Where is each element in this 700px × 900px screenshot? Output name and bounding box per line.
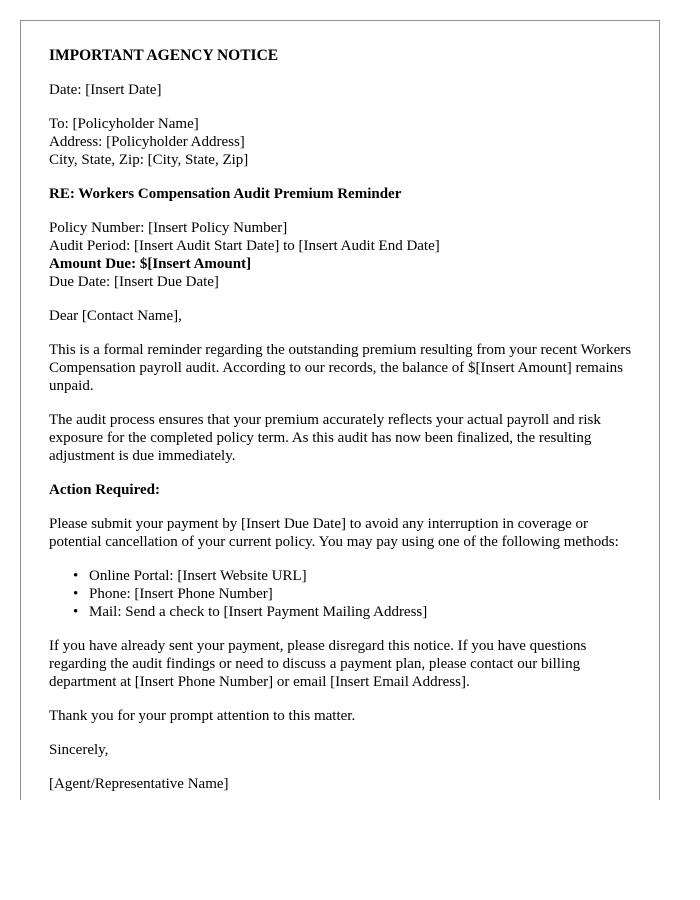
payment-methods-list — [49, 567, 639, 621]
policy-number: Policy Number: [Insert Policy Number] — [49, 220, 288, 236]
thanks-line: Thank you for your prompt attention to this matter. — [49, 708, 356, 724]
recipient-address: Address: [Policyholder Address] — [49, 134, 245, 150]
due-date: Due Date: [Insert Due Date] — [49, 274, 219, 290]
paragraph-payment: Please submit your payment by [Insert Due Date] to avoid any interruption in coverage or potential cancellation of your current policy. You may pay using one of the following methods: — [49, 516, 619, 550]
bullet-icon: • — [73, 568, 79, 584]
method-online: Online Portal: [Insert Website URL] — [89, 568, 307, 584]
list-item — [73, 585, 639, 603]
signature-line: [Agent/Representative Name] — [49, 776, 229, 792]
bullet-icon: • — [73, 604, 79, 620]
amount-due: Amount Due: $[Insert Amount] — [49, 256, 252, 272]
recipient-city: City, State, Zip: [City, State, Zip] — [49, 152, 249, 168]
letter-page — [20, 20, 660, 800]
recipient-block — [49, 115, 639, 169]
audit-period: Audit Period: [Insert Audit Start Date] to [Insert Audit End Date] — [49, 238, 440, 254]
paragraph-contact: If you have already sent your payment, please disregard this notice. If you have questions regarding the audit findings or need to discuss a payment plan, please contact our billing department at [Insert Phone Number] or email [Insert Email Address]. — [49, 638, 587, 690]
method-mail: Mail: Send a check to [Insert Payment Mailing Address] — [89, 604, 428, 620]
list-item — [73, 603, 639, 621]
action-heading: Action Required: — [49, 482, 160, 498]
list-item — [73, 567, 639, 585]
bullet-icon: • — [73, 586, 79, 602]
date-line: Date: [Insert Date] — [49, 82, 162, 98]
paragraph-audit-process: The audit process ensures that your premium accurately reflects your actual payroll and risk exposure for the completed policy term. As this audit has now been finalized, the resulting adjustment is due immediately. — [49, 412, 601, 464]
recipient-name: To: [Policyholder Name] — [49, 116, 199, 132]
paragraph-reminder: This is a formal reminder regarding the outstanding premium resulting from your recent Workers Compensation payroll audit. According to our records, the balance of $[Insert Amount] remains unpaid. — [49, 342, 632, 394]
notice-title: IMPORTANT AGENCY NOTICE — [49, 47, 279, 64]
policy-details — [49, 219, 639, 291]
re-line: RE: Workers Compensation Audit Premium Reminder — [49, 186, 402, 202]
letter-body — [49, 47, 639, 800]
method-phone: Phone: [Insert Phone Number] — [89, 586, 273, 602]
salutation: Dear [Contact Name], — [49, 308, 182, 324]
closing-line: Sincerely, — [49, 742, 109, 758]
